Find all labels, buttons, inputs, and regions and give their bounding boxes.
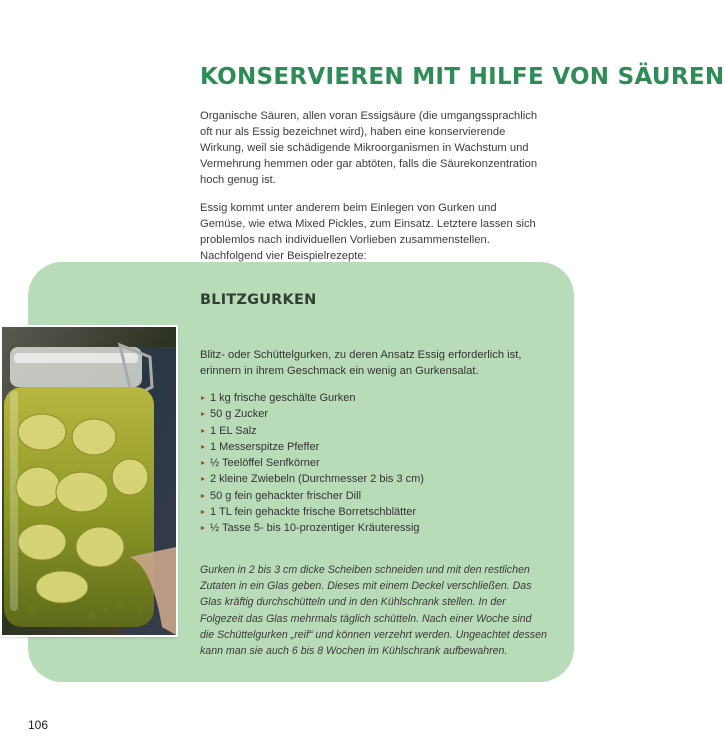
intro-paragraph-1: Organische Säuren, allen voran Essigsäure (die umgangssprachlich oft nur als Essig bezeichnet wird), haben eine konservierende Wirkung, weil sie schädigende Mikroorganismen in Wachstum und Vermehrung hemmen oder gar abtöten, falls die Säurekonzentration hoch genug ist. <box>200 110 538 186</box>
ingredient-list <box>200 390 548 537</box>
pickle-jar-photo <box>0 325 178 637</box>
ingredient-item: 1 EL Salz <box>200 423 548 439</box>
ingredient-item: 1 Messerspitze Pfeffer <box>200 439 548 455</box>
recipe-title: BLITZGURKEN <box>200 292 317 308</box>
ingredient-item: ½ Teelöffel Senfkörner <box>200 455 548 471</box>
page-title: KONSERVIEREN MIT HILFE VON SÄUREN <box>200 64 724 90</box>
ingredient-item: 2 kleine Zwiebeln (Durchmesser 2 bis 3 cm) <box>200 471 548 487</box>
intro-paragraph-2: Essig kommt unter anderem beim Einlegen von Gurken und Gemüse, wie etwa Mixed Pickles, zum Einsatz. Letztere lassen sich problemlos nach individuellen Vorlieben zusammenstellen. Nachfolgend vier Beispielrezepte: <box>200 202 536 262</box>
page-number: 106 <box>28 718 49 732</box>
ingredient-item: 1 kg frische geschälte Gurken <box>200 390 548 406</box>
recipe-instructions: Gurken in 2 bis 3 cm dicke Scheiben schneiden und mit den restlichen Zutaten in ein Glas geben. Dieses mit einem Deckel verschließen. Das Glas kräftig durchschütteln und in den Kühlschrank stellen. In der Folgezeit das Glas mehrmals täglich schütteln. Nach einer Woche sind die Schüttelgurken „reif“ und können verzehrt werden. Ungeachtet dessen kann man sie auch 6 bis 8 Wochen im Kühlschrank aufbewahren. <box>200 564 547 658</box>
ingredient-item: 50 g Zucker <box>200 406 548 422</box>
ingredient-item: ½ Tasse 5- bis 10-prozentiger Kräuteressig <box>200 520 548 536</box>
intro-text <box>200 108 542 276</box>
ingredient-item: 1 TL fein gehackte frische Borretschblätter <box>200 504 548 520</box>
pickle-jar-icon <box>2 327 176 635</box>
recipe-intro: Blitz- oder Schüttelgurken, zu deren Ansatz Essig erforderlich ist, erinnern in ihrem Geschmack ein wenig an Gurkensalat. <box>200 349 522 377</box>
ingredient-item: 50 g fein gehackter frischer Dill <box>200 488 548 504</box>
